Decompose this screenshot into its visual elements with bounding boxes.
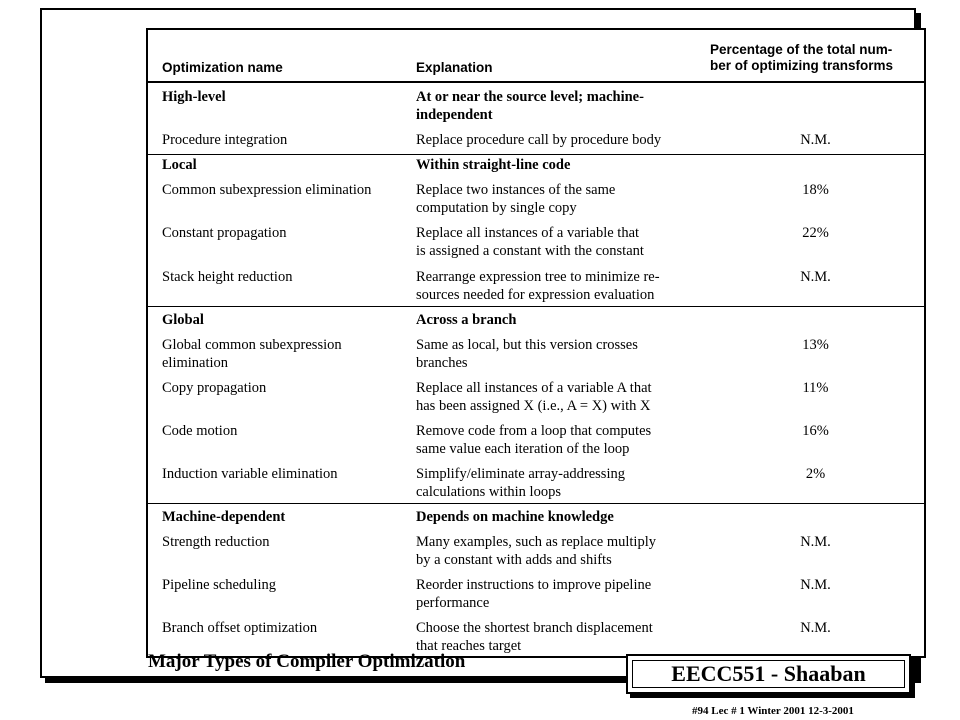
slide-frame bbox=[40, 8, 916, 678]
row-name: Copy propagation bbox=[162, 380, 267, 396]
section-explanation-global: Across a branch bbox=[416, 312, 517, 328]
row-name: Global common subexpression elimination bbox=[162, 337, 342, 371]
row-explanation: Reorder instructions to improve pipeline performance bbox=[416, 577, 652, 611]
section-explanation-local: Within straight-line code bbox=[416, 157, 571, 173]
section-title-machine-dependent: Machine-dependent bbox=[162, 509, 286, 525]
row-name: Stack height reduction bbox=[162, 269, 293, 285]
slide-caption: Major Types of Compiler Optimization bbox=[148, 651, 466, 672]
row-name: Branch offset optimization bbox=[162, 620, 318, 636]
header-percentage: Percentage of the total num- ber of optimizing transforms bbox=[710, 42, 894, 73]
row-percentage: 16% bbox=[802, 423, 829, 439]
section-explanation-machine-dependent: Depends on machine knowledge bbox=[416, 509, 614, 525]
row-name: Constant propagation bbox=[162, 225, 287, 241]
row-name: Strength reduction bbox=[162, 534, 270, 550]
header-explanation: Explanation bbox=[416, 60, 493, 75]
row-explanation: Simplify/eliminate array-addressing calculations within loops bbox=[416, 466, 625, 500]
row-percentage: N.M. bbox=[800, 269, 831, 285]
section-title-high-level: High-level bbox=[162, 89, 226, 105]
row-name: Pipeline scheduling bbox=[162, 577, 276, 593]
row-percentage: 13% bbox=[802, 337, 829, 353]
row-percentage: N.M. bbox=[800, 534, 831, 550]
row-explanation: Many examples, such as replace multiply by a constant with adds and shifts bbox=[416, 534, 656, 568]
optimization-table bbox=[146, 28, 926, 658]
row-percentage: 11% bbox=[802, 380, 829, 396]
row-explanation: Choose the shortest branch displacement that reaches target bbox=[416, 620, 653, 654]
row-percentage: 22% bbox=[802, 225, 829, 241]
slide-footer: #94 Lec # 1 Winter 2001 12-3-2001 bbox=[692, 705, 854, 717]
section-rule bbox=[148, 154, 924, 155]
row-name: Code motion bbox=[162, 423, 238, 439]
course-badge bbox=[626, 654, 911, 694]
row-explanation: Replace all instances of a variable that is assigned a constant with the constant bbox=[416, 225, 644, 259]
section-rule bbox=[148, 306, 924, 307]
header-name: Optimization name bbox=[162, 60, 283, 75]
row-name: Induction variable elimination bbox=[162, 466, 338, 482]
row-explanation: Replace two instances of the same computation by single copy bbox=[416, 182, 616, 216]
row-explanation: Replace procedure call by procedure body bbox=[416, 132, 662, 148]
row-name: Procedure integration bbox=[162, 132, 288, 148]
row-percentage: N.M. bbox=[800, 132, 831, 148]
section-title-local: Local bbox=[162, 157, 197, 173]
row-explanation: Replace all instances of a variable A that has been assigned X (i.e., A = X) with X bbox=[416, 380, 652, 414]
section-explanation-high-level: At or near the source level; machine- independent bbox=[416, 89, 644, 123]
section-rule bbox=[148, 503, 924, 504]
header-rule bbox=[148, 81, 924, 83]
row-explanation: Remove code from a loop that computes same value each iteration of the loop bbox=[416, 423, 652, 457]
section-title-global: Global bbox=[162, 312, 204, 328]
row-percentage: 18% bbox=[802, 182, 829, 198]
row-percentage: N.M. bbox=[800, 577, 831, 593]
row-percentage: N.M. bbox=[800, 620, 831, 636]
row-explanation: Rearrange expression tree to minimize re- sources needed for expression evaluation bbox=[416, 269, 660, 303]
row-name: Common subexpression elimination bbox=[162, 182, 372, 198]
row-explanation: Same as local, but this version crosses branches bbox=[416, 337, 638, 371]
row-percentage: 2% bbox=[805, 466, 826, 482]
course-badge-label: EECC551 - Shaaban bbox=[632, 660, 905, 688]
